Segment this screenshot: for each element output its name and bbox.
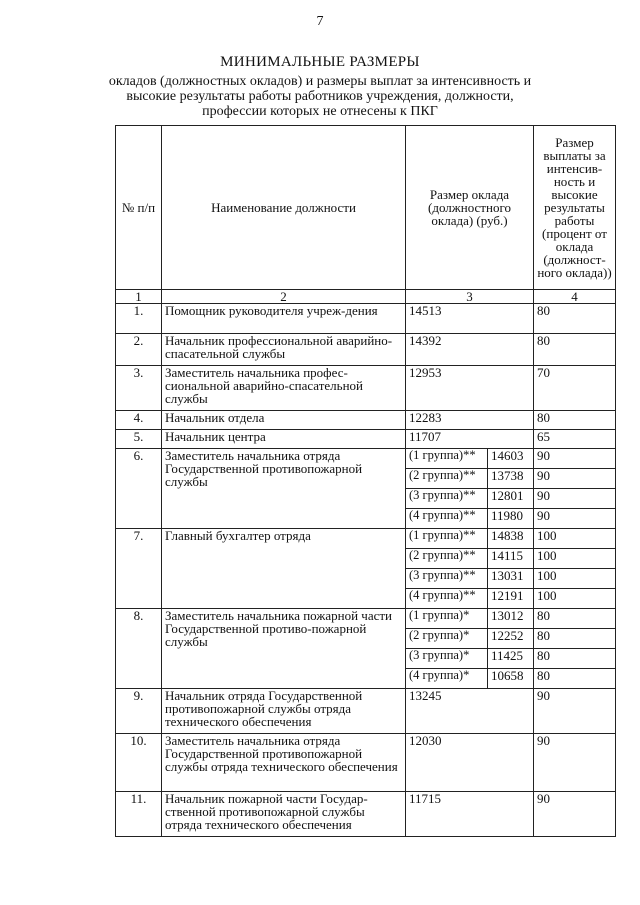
- table-row: [116, 449, 616, 469]
- payment-percent: 80: [534, 334, 616, 366]
- page-number: 7: [316, 14, 324, 29]
- row-number: 2.: [116, 334, 162, 366]
- table-body: [116, 304, 616, 837]
- salary-value: 11980: [488, 509, 534, 529]
- table-index-row: [116, 290, 616, 304]
- salary-value: 12801: [488, 489, 534, 509]
- salary-value: 14513: [406, 304, 534, 334]
- row-number: 10.: [116, 734, 162, 792]
- position-name: Заместитель начальника отряда Государственной противопожарной службы отряда технического обеспечения: [162, 734, 406, 792]
- position-name: Начальник отдела: [162, 411, 406, 430]
- position-name: Заместитель начальника пожарной части Государственной противо-пожарной службы: [162, 609, 406, 689]
- payment-percent: 90: [534, 509, 616, 529]
- salary-value: 11707: [406, 430, 534, 449]
- payment-percent: 70: [534, 366, 616, 411]
- payment-percent: 90: [534, 689, 616, 734]
- group-label: (2 группа)*: [406, 629, 488, 649]
- document-title: МИНИМАЛЬНЫЕ РАЗМЕРЫ: [220, 54, 420, 70]
- table-row: [116, 430, 616, 449]
- header-salary: Размер оклада (должностного оклада) (руб.): [406, 126, 534, 290]
- header-num: № п/п: [116, 126, 162, 290]
- salary-value: 12191: [488, 589, 534, 609]
- group-label: (3 группа)**: [406, 489, 488, 509]
- payment-percent: 80: [534, 649, 616, 669]
- document-subtitle: окладов (должностных окладов) и размеры выплат за интенсивность и высокие результаты работы работников учреждения, должности, профессии которых не отнесены к ПКГ: [108, 74, 532, 119]
- index-cell: 2: [162, 290, 406, 304]
- group-label: (2 группа)**: [406, 469, 488, 489]
- row-number: 11.: [116, 792, 162, 837]
- salary-value: 11425: [488, 649, 534, 669]
- payment-percent: 80: [534, 669, 616, 689]
- row-number: 6.: [116, 449, 162, 529]
- salary-value: 13031: [488, 569, 534, 589]
- payment-percent: 80: [534, 629, 616, 649]
- payment-percent: 100: [534, 589, 616, 609]
- salary-value: 12252: [488, 629, 534, 649]
- row-number: 5.: [116, 430, 162, 449]
- salary-value: 12953: [406, 366, 534, 411]
- row-number: 9.: [116, 689, 162, 734]
- salary-value: 12030: [406, 734, 534, 792]
- group-label: (4 группа)**: [406, 589, 488, 609]
- table-row: [116, 304, 616, 334]
- table-row: [116, 792, 616, 837]
- group-label: (1 группа)**: [406, 529, 488, 549]
- group-label: (4 группа)**: [406, 509, 488, 529]
- table-row: [116, 609, 616, 629]
- header-name: Наименование должности: [162, 126, 406, 290]
- salary-value: 14392: [406, 334, 534, 366]
- position-name: Начальник центра: [162, 430, 406, 449]
- group-label: (3 группа)**: [406, 569, 488, 589]
- salary-value: 13245: [406, 689, 534, 734]
- salary-value: 13738: [488, 469, 534, 489]
- position-name: Начальник отряда Государственной противопожарной службы отряда технического обеспечения: [162, 689, 406, 734]
- payment-percent: 100: [534, 569, 616, 589]
- index-cell: 3: [406, 290, 534, 304]
- payment-percent: 90: [534, 792, 616, 837]
- table-row: [116, 689, 616, 734]
- position-name: Главный бухгалтер отряда: [162, 529, 406, 609]
- table-row: [116, 529, 616, 549]
- group-label: (1 группа)*: [406, 609, 488, 629]
- position-name: Начальник профессиональной аварийно-спасательной службы: [162, 334, 406, 366]
- row-number: 3.: [116, 366, 162, 411]
- table-row: [116, 366, 616, 411]
- salary-value: 14838: [488, 529, 534, 549]
- table-row: [116, 411, 616, 430]
- salary-value: 14115: [488, 549, 534, 569]
- payment-percent: 90: [534, 734, 616, 792]
- salary-value: 14603: [488, 449, 534, 469]
- salary-table: [115, 125, 616, 837]
- group-label: (2 группа)**: [406, 549, 488, 569]
- row-number: 4.: [116, 411, 162, 430]
- index-cell: 4: [534, 290, 616, 304]
- salary-value: 10658: [488, 669, 534, 689]
- salary-value: 11715: [406, 792, 534, 837]
- payment-percent: 100: [534, 529, 616, 549]
- table-row: [116, 734, 616, 792]
- table-row: [116, 334, 616, 366]
- row-number: 8.: [116, 609, 162, 689]
- group-label: (1 группа)**: [406, 449, 488, 469]
- group-label: (4 группа)*: [406, 669, 488, 689]
- group-label: (3 группа)*: [406, 649, 488, 669]
- index-cell: 1: [116, 290, 162, 304]
- payment-percent: 80: [534, 304, 616, 334]
- payment-percent: 90: [534, 489, 616, 509]
- position-name: Заместитель начальника отряда Государственной противопожарной службы: [162, 449, 406, 529]
- payment-percent: 65: [534, 430, 616, 449]
- payment-percent: 100: [534, 549, 616, 569]
- position-name: Помощник руководителя учреж-дения: [162, 304, 406, 334]
- position-name: Начальник пожарной части Государ-ственной противопожарной службы отряда технического обеспечения: [162, 792, 406, 837]
- payment-percent: 90: [534, 449, 616, 469]
- salary-value: 13012: [488, 609, 534, 629]
- payment-percent: 90: [534, 469, 616, 489]
- table-header-row: [116, 126, 616, 290]
- header-payment: Размер выплаты за интенсив-ность и высокие результаты работы (процент от оклада (должност-ного оклада)): [534, 126, 616, 290]
- row-number: 7.: [116, 529, 162, 609]
- position-name: Заместитель начальника профес-сиональной аварийно-спасательной службы: [162, 366, 406, 411]
- salary-value: 12283: [406, 411, 534, 430]
- row-number: 1.: [116, 304, 162, 334]
- payment-percent: 80: [534, 609, 616, 629]
- payment-percent: 80: [534, 411, 616, 430]
